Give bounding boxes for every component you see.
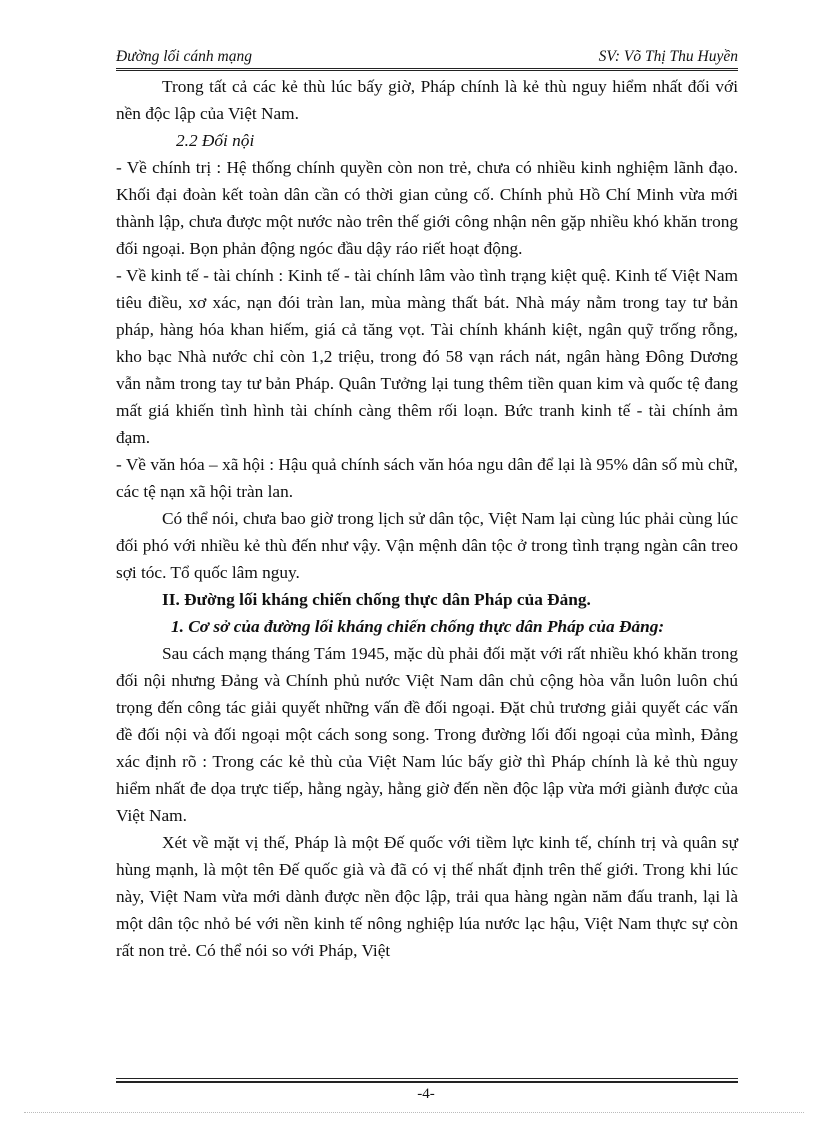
header-rule <box>116 68 738 69</box>
section-heading-II: II. Đường lối kháng chiến chống thực dân Pháp của Đảng. <box>162 590 591 609</box>
paragraph-economy: - Về kinh tế - tài chính : Kinh tế - tài chính lâm vào tình trạng kiệt quệ. Kinh tế Việt Nam tiêu điều, xơ xác, nạn đói tràn lan, mùa màng thất bát. Nhà máy nằm trong tay tư bản pháp, hàng hóa khan hiếm, giá cả tăng vọt. Tài chính khánh kiệt, ngân quỹ trống rỗng, kho bạc Nhà nước chỉ còn 1,2 triệu, trong đó 58 vạn rách nát, ngân hàng Đông Dương vẫn nằm trong tay tư bản Pháp. Quân Tưởng lại tung thêm tiền quan kim và quốc tệ đang mất giá khiến tình hình tài chính càng thêm rối loạn. Bức tranh kinh tế - tài chính ảm đạm. <box>116 266 738 447</box>
paragraph-conclusion: Có thể nói, chưa bao giờ trong lịch sử dân tộc, Việt Nam lại cùng lúc phải cùng lúc đối phó với nhiều kẻ thù đến như vậy. Vận mệnh dân tộc ở trong tình trạng ngàn cân treo sợi tóc. Tổ quốc lâm nguy. <box>116 509 738 582</box>
paragraph-basis: Sau cách mạng tháng Tám 1945, mặc dù phải đối mặt với rất nhiều khó khăn trong đối nội nhưng Đảng và Chính phủ nước Việt Nam dân chủ cộng hòa vẫn luôn luôn chú trọng đến công tác giải quyết những vấn đề đối ngoại. Đặt chủ trương giải quyết các vấn đề đối nội và đối ngoại một cách song song. Trong đường lối đối ngoại của mình, Đảng xác định rõ : Trong các kẻ thù của Việt Nam lúc bấy giờ thì Pháp chính là kẻ thù nguy hiểm nhất đe dọa trực tiếp, hằng ngày, hằng giờ đến nền độc lập vừa mới giành được của Việt Nam. <box>116 644 738 825</box>
page-header <box>116 46 738 68</box>
page-number: -4- <box>417 1086 435 1102</box>
footer-rule <box>116 1078 738 1079</box>
sub-heading <box>116 127 738 154</box>
page-edge-dots <box>24 1112 804 1113</box>
paragraph-culture: - Về văn hóa – xã hội : Hậu quả chính sách văn hóa ngu dân để lại là 95% dân số mù chữ, các tệ nạn xã hội tràn lan. <box>116 455 738 501</box>
paragraph-position: Xét về mặt vị thế, Pháp là một Đế quốc với tiềm lực kinh tế, chính trị và quân sự hùng mạnh, là một tên Đế quốc già và đã có vị thế nhất định trên thế giới. Trong khi lúc này, Việt Nam vừa mới dành được nền độc lập, trải qua hàng ngàn năm đấu tranh, lại là một dân tộc nhỏ bé với nền kinh tế nông nghiệp lúa nước lạc hậu, Việt Nam thực sự còn rất non trẻ. Có thể nói so với Pháp, Việt <box>116 833 738 960</box>
section-heading-1: 1. Cơ sở của đường lối kháng chiến chống thực dân Pháp của Đảng: <box>171 617 665 636</box>
header-author: SV: Võ Thị Thu Huyền <box>598 48 738 65</box>
header-title: Đường lối cánh mạng <box>116 48 252 65</box>
footer-rule-thick <box>116 1081 738 1083</box>
paragraph-politics: - Về chính trị : Hệ thống chính quyền còn non trẻ, chưa có nhiều kinh nghiệm lãnh đạo. Khối đại đoàn kết toàn dân cần có thời gian củng cố. Chính phủ Hồ Chí Minh vừa mới thành lập, chưa được một nước nào trên thế giới công nhận nên gặp nhiều khó khăn trong đối ngoại. Bọn phản động ngóc đầu dậy ráo riết hoạt động. <box>116 158 738 258</box>
sub-heading-text: 2.2 Đối nội <box>176 131 255 150</box>
paragraph-intro: Trong tất cả các kẻ thù lúc bấy giờ, Pháp chính là kẻ thù nguy hiểm nhất đối với nền độc lập của Việt Nam. <box>116 77 738 123</box>
document-body <box>116 73 738 964</box>
header-rule-double <box>116 70 738 71</box>
